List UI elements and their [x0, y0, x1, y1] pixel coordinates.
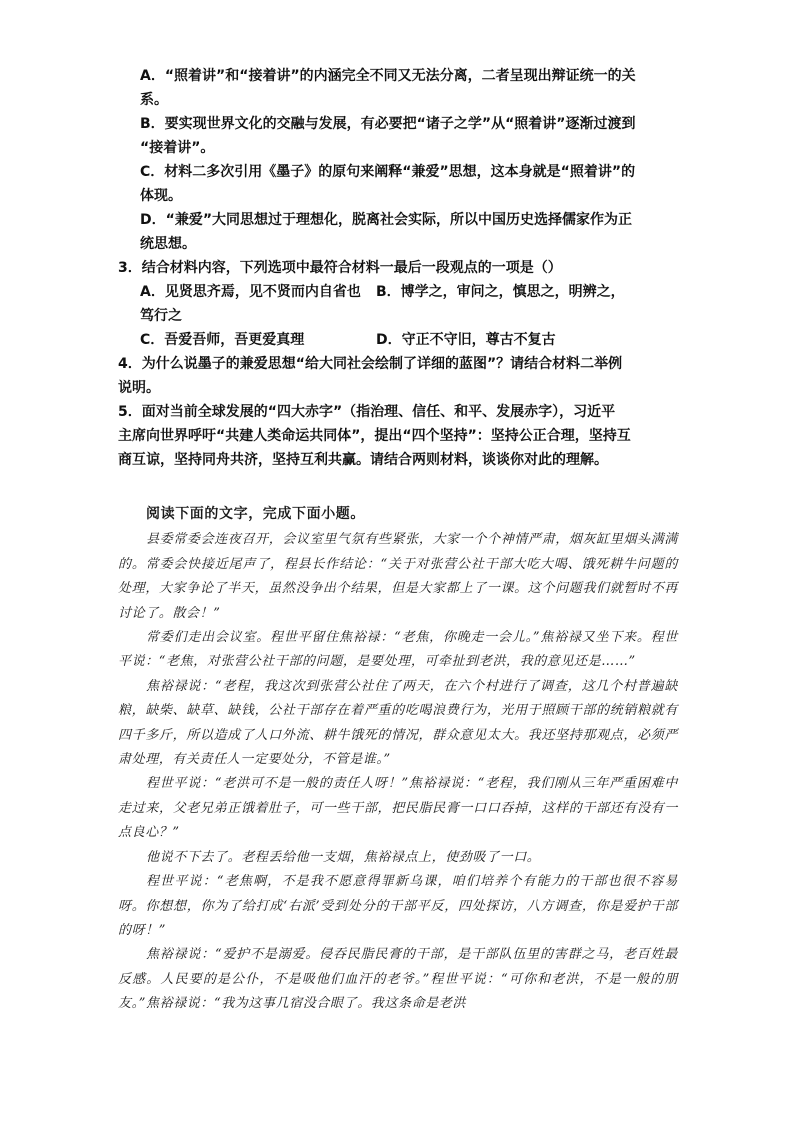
reading-paragraph: 他说不下去了。老程丢给他一支烟，焦裕禄点上，使劲吸了一口。 — [146, 849, 541, 865]
q2-option-d-text: D．“兼爱”大同思想过于理想化，脱离社会实际，所以中国历史选择儒家作为正 — [140, 212, 633, 228]
q3-option-b-cont: 笃行之 — [140, 308, 182, 324]
questions-section — [118, 64, 678, 472]
q2-option-d-cont: 统思想。 — [140, 236, 196, 252]
reading-paragraph: 程世平说：“老洪可不是一般的责任人呀！”焦裕禄说：“老程，我们刚从三年严重困难中走过来，父老兄弟正饿着肚子，可一些干部，把民脂民膏一口口吞掉，这样的干部还有没有一点良心？” — [118, 776, 678, 841]
q3-option-d: D．守正不守旧，尊古不复古 — [376, 332, 556, 348]
q2-option-b-text: B．要实现世界文化的交融与发展，有必要把“诸子之学”从“照着讲”逐渐过渡到 — [140, 116, 636, 132]
q3-options-row-1 — [118, 280, 678, 304]
q2-option-d — [118, 208, 678, 256]
q5-line-2: 主席向世界呼吁“共建人类命运共同体”，提出“四个坚持”：坚持公正合理，坚持互 — [118, 428, 631, 444]
reading-paragraph: 程世平说：“老焦啊，不是我不愿意得罪新乌课，咱们培养个有能力的干部也很不容易呀。你想想，你为了给打成‘右派’受到处分的干部平反，四处探访，八方调查，你是爱护干部的呀！” — [118, 874, 678, 938]
q5-line-3: 商互谅，坚持同舟共济，坚持互利共赢。请结合两则材料，谈谈你对此的理解。 — [118, 452, 608, 468]
q4-line-1: 4．为什么说墨子的兼爱思想“给大同社会绘制了详细的蓝图”？请结合材料二举例 — [118, 356, 623, 372]
q5 — [118, 400, 678, 472]
reading-section — [118, 502, 678, 1017]
q3-option-a: A．见贤思齐焉，见不贤而内自省也 — [140, 284, 361, 300]
reading-paragraph: 县委常委会连夜召开，会议室里气氛有些紧张，大家一个个神情严肃，烟灰缸里烟头满满的。常委会快接近尾声了，程县长作结论：“关于对张营公社干部大吃大喝、饿死耕牛问题的处理，大家争论了半天，虽然没争出个结果，但是大家都上了一课。这个问题我们就暂时不再讨论了。散会！” — [118, 532, 678, 621]
q2-option-c-cont: 体现。 — [140, 188, 182, 204]
q2-option-b-cont: “接着讲”。 — [140, 140, 215, 156]
q3-option-b: B．博学之，审问之，慎思之，明辨之， — [376, 284, 625, 300]
q4-line-2: 说明。 — [118, 380, 160, 396]
reading-paragraph: 常委们走出会议室。程世平留住焦裕禄：“老焦，你晚走一会儿。”焦裕禄又坐下来。程世平说：“老焦，对张营公社干部的问题，是要处理，可牵扯到老洪，我的意见还是……” — [118, 630, 678, 670]
q2-option-a-text: A．“照着讲”和“接着讲”的内涵完全不同又无法分离，二者呈现出辩证统一的关 — [140, 68, 636, 84]
q3-options-row-2 — [118, 328, 678, 352]
q4 — [118, 352, 678, 400]
reading-paragraph: 焦裕禄说：“爱护不是溺爱。侵吞民脂民膏的干部，是干部队伍里的害群之马，老百姓最反感。人民要的是公仆，不是吸他们血汗的老爷。”程世平说：“可你和老洪，不是一般的朋友。”焦裕禄说：“我为这事几宿没合眼了。我这条命是老洪 — [118, 947, 678, 1012]
q5-line-1: 5．面对当前全球发展的“四大赤字”（指治理、信任、和平、发展赤字），习近平 — [118, 404, 616, 420]
q2-option-c-text: C．材料二多次引用《墨子》的原句来阐释“兼爱”思想，这本身就是“照着讲”的 — [140, 164, 636, 180]
q2-option-a-cont: 系。 — [140, 92, 168, 108]
q3-option-c: C．吾爱吾师，吾更爱真理 — [140, 332, 305, 348]
reading-intro: 阅读下面的文字，完成下面小题。 — [146, 506, 365, 522]
reading-paragraph: 焦裕禄说：“老程，我这次到张营公社住了两天，在六个村进行了调查，这几个村普遍缺粮，缺柴、缺草、缺钱，公社干部存在着严重的吃喝浪费行为，光用于照顾干部的统销粮就有四千多斤，所以造成了人口外流、耕牛饿死的情况，群众意见太大。我还坚持那观点，必须严肃处理，有关责任人一定要处分，不管是谁。” — [118, 678, 678, 768]
q3-stem: 3．结合材料内容，下列选项中最符合材料一最后一段观点的一项是（） — [118, 260, 562, 276]
q2-option-b — [118, 112, 678, 160]
q2-option-a — [118, 64, 678, 112]
q2-option-c — [118, 160, 678, 208]
